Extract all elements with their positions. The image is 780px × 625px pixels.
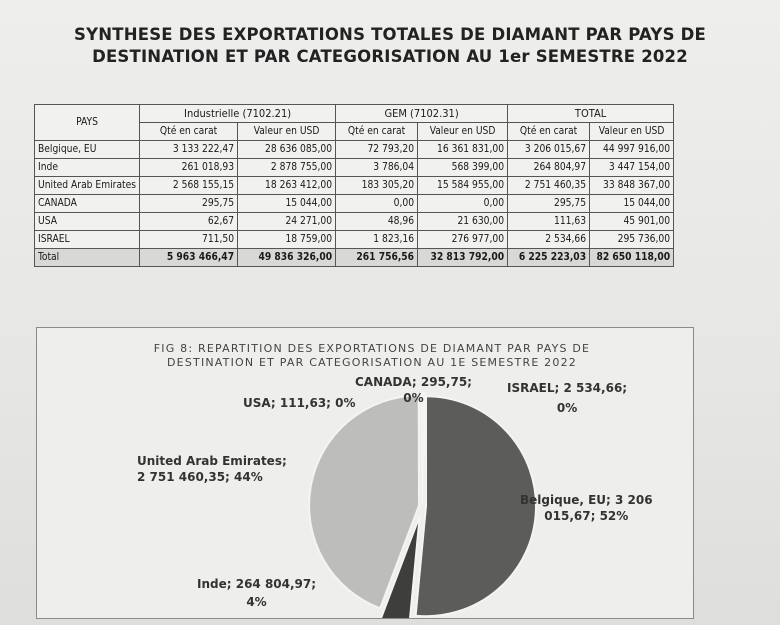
- col-header-valeur: Valeur en USD: [590, 123, 674, 141]
- title-line-2: DESTINATION ET PAR CATEGORISATION AU 1er SEMESTRE 2022: [92, 47, 688, 66]
- col-header-qte: Qté en carat: [336, 123, 418, 141]
- value-cell: 295 736,00: [590, 231, 674, 249]
- table-row: [35, 159, 674, 177]
- value-cell: 82 650 118,00: [590, 249, 674, 267]
- country-cell: Inde: [35, 159, 140, 177]
- value-cell: 0,00: [336, 195, 418, 213]
- col-header-qte: Qté en carat: [508, 123, 590, 141]
- value-cell: 15 584 955,00: [418, 177, 508, 195]
- value-cell: 18 263 412,00: [238, 177, 336, 195]
- value-cell: 276 977,00: [418, 231, 508, 249]
- col-header-pays: PAYS: [35, 105, 140, 141]
- value-cell: 2 878 755,00: [238, 159, 336, 177]
- table-row: [35, 141, 674, 159]
- value-cell: 24 271,00: [238, 213, 336, 231]
- country-cell: CANADA: [35, 195, 140, 213]
- value-cell: 3 447 154,00: [590, 159, 674, 177]
- label-uae: United Arab Emirates; 2 751 460,35; 44%: [137, 454, 287, 484]
- table-header-row: [35, 105, 674, 123]
- title-line-1: SYNTHESE DES EXPORTATIONS TOTALES DE DIAMANT PAR PAYS DE: [74, 25, 706, 44]
- value-cell: 261 756,56: [336, 249, 418, 267]
- country-cell: ISRAEL: [35, 231, 140, 249]
- value-cell: 3 786,04: [336, 159, 418, 177]
- value-cell: 45 901,00: [590, 213, 674, 231]
- value-cell: 0,00: [418, 195, 508, 213]
- value-cell: 264 804,97: [508, 159, 590, 177]
- group-header-industrielle: Industrielle (7102.21): [140, 105, 336, 123]
- value-cell: 49 836 326,00: [238, 249, 336, 267]
- value-cell: 2 534,66: [508, 231, 590, 249]
- table-row: [35, 213, 674, 231]
- table-row: [35, 231, 674, 249]
- value-cell: 72 793,20: [336, 141, 418, 159]
- pie-chart: [37, 328, 693, 618]
- col-header-valeur: Valeur en USD: [418, 123, 508, 141]
- table-total-row: [35, 249, 674, 267]
- value-cell: 28 636 085,00: [238, 141, 336, 159]
- label-canada: CANADA; 295,75; 0%: [355, 375, 472, 405]
- value-cell: 711,50: [140, 231, 238, 249]
- value-cell: 44 997 916,00: [590, 141, 674, 159]
- value-cell: 111,63: [508, 213, 590, 231]
- value-cell: 16 361 831,00: [418, 141, 508, 159]
- page-title: [40, 24, 740, 68]
- table-row: [35, 177, 674, 195]
- label-usa: USA; 111,63; 0%: [243, 396, 356, 410]
- country-cell: USA: [35, 213, 140, 231]
- value-cell: 32 813 792,00: [418, 249, 508, 267]
- value-cell: 5 963 466,47: [140, 249, 238, 267]
- chart-title-line-1: FIG 8: REPARTITION DES EXPORTATIONS DE DIAMANT PAR PAYS DE: [153, 342, 591, 355]
- value-cell: 21 630,00: [418, 213, 508, 231]
- country-cell: Belgique, EU: [35, 141, 140, 159]
- country-cell: Total: [35, 249, 140, 267]
- value-cell: 6 225 223,03: [508, 249, 590, 267]
- value-cell: 3 133 222,47: [140, 141, 238, 159]
- value-cell: 2 568 155,15: [140, 177, 238, 195]
- group-header-total: TOTAL: [508, 105, 674, 123]
- pie-slice-belgique-eu: [416, 396, 536, 616]
- chart-title-line-2: DESTINATION ET PAR CATEGORISATION AU 1E SEMESTRE 2022: [167, 356, 577, 369]
- value-cell: 568 399,00: [418, 159, 508, 177]
- country-cell: United Arab Emirates: [35, 177, 140, 195]
- group-header-gem: GEM (7102.31): [336, 105, 508, 123]
- label-inde: Inde; 264 804,97; 4%: [197, 577, 317, 609]
- value-cell: 3 206 015,67: [508, 141, 590, 159]
- value-cell: 2 751 460,35: [508, 177, 590, 195]
- value-cell: 15 044,00: [238, 195, 336, 213]
- label-belgique: Belgique, EU; 3 206 015,67; 52%: [520, 493, 653, 523]
- exports-table: [34, 104, 674, 267]
- col-header-valeur: Valeur en USD: [238, 123, 336, 141]
- value-cell: 261 018,93: [140, 159, 238, 177]
- value-cell: 295,75: [508, 195, 590, 213]
- value-cell: 62,67: [140, 213, 238, 231]
- value-cell: 33 848 367,00: [590, 177, 674, 195]
- figure-box: [36, 327, 694, 619]
- label-israel: ISRAEL; 2 534,66; 0%: [507, 381, 628, 415]
- value-cell: 295,75: [140, 195, 238, 213]
- table-row: [35, 195, 674, 213]
- col-header-qte: Qté en carat: [140, 123, 238, 141]
- value-cell: 48,96: [336, 213, 418, 231]
- value-cell: 1 823,16: [336, 231, 418, 249]
- value-cell: 183 305,20: [336, 177, 418, 195]
- value-cell: 18 759,00: [238, 231, 336, 249]
- value-cell: 15 044,00: [590, 195, 674, 213]
